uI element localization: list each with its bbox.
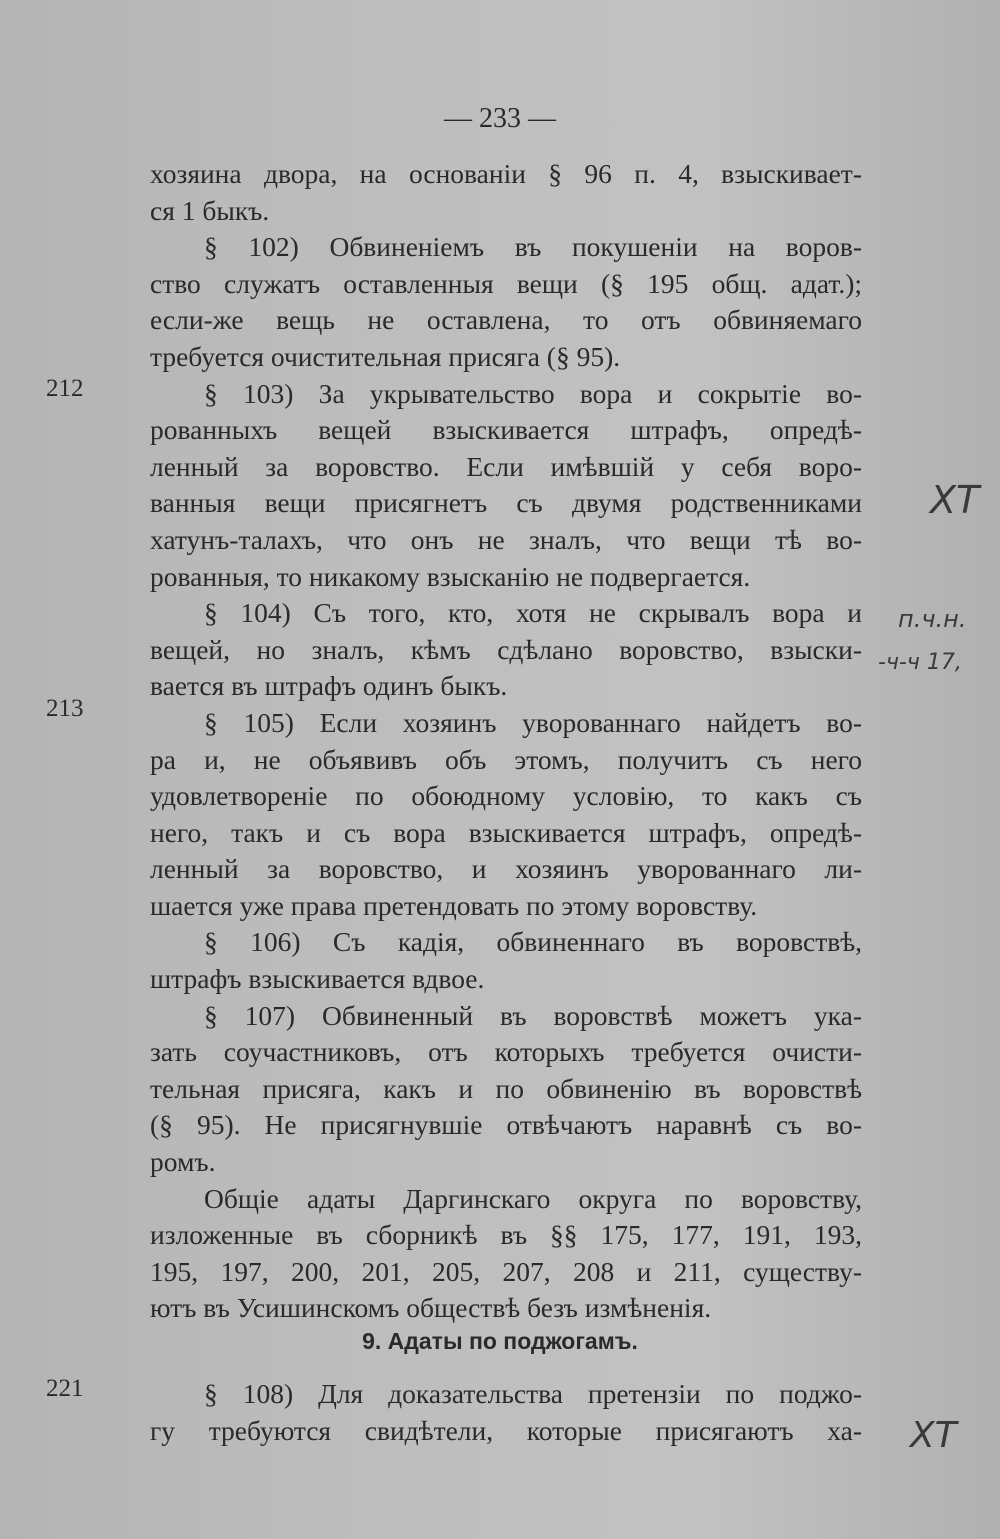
paragraph-104: § 104) Съ того, кто, хотя не скрывалъ вора и	[204, 597, 862, 629]
handwritten-annotation: -ч-ч 17,	[878, 650, 962, 675]
text-line: изложенные въ сборникѣ въ §§ 175, 177, 191, 193,	[150, 1219, 862, 1251]
section-heading: 9. Адаты по поджогамъ.	[362, 1328, 638, 1354]
paragraph-107: § 107) Обвиненный въ воровствѣ можетъ ука-	[204, 999, 862, 1031]
margin-number: 212	[46, 375, 84, 402]
text-line: шается уже права претендовать по этому воровству.	[150, 889, 758, 921]
handwritten-annotation: п.ч.н.	[898, 605, 967, 633]
text-line: ство служатъ оставленныя вещи (§ 195 общ. адат.);	[150, 267, 862, 299]
text-line: удовлетвореніе по обоюдному условію, то какъ съ	[150, 780, 862, 812]
text-line: ся 1 быкъ.	[150, 194, 270, 226]
text-line: ромъ.	[150, 1146, 216, 1178]
body-text	[150, 156, 862, 1327]
text-line: (§ 95). Не присягнувшіе отвѣчаютъ наравнѣ съ во-	[150, 1109, 862, 1141]
text-line: зать соучастниковъ, отъ которыхъ требуется очисти-	[150, 1036, 862, 1068]
text-line: ютъ въ Усишинскомъ обществѣ безъ измѣненія.	[150, 1292, 712, 1324]
text-line: ленный за воровство, и хозяинъ уворованнаго ли-	[150, 853, 862, 885]
text-line: тельная присяга, какъ и по обвиненію въ воровствѣ	[150, 1072, 862, 1104]
text-line: штрафъ взыскивается вдвое.	[150, 963, 485, 995]
handwritten-annotation: ХТ	[930, 478, 980, 522]
paragraph-108: § 108) Для доказательства претензіи по поджо-	[204, 1378, 862, 1409]
text-line: него, такъ и съ вора взыскивается штрафъ, опредѣ-	[150, 816, 862, 848]
text-line: ра и, не объявивъ объ этомъ, получитъ съ него	[150, 743, 862, 775]
paragraph-103: § 103) За укрывательство вора и сокрытіе во-	[204, 377, 862, 409]
text-line: вается въ штрафъ одинъ быкъ.	[150, 670, 508, 702]
text-line: рованныхъ вещей взыскивается штрафъ, опредѣ-	[150, 414, 862, 446]
text-line: гу требуются свидѣтели, которые присягаютъ ха-	[150, 1414, 862, 1446]
text-line: ванныя вещи присягнетъ съ двумя родственниками	[150, 487, 862, 519]
text-line: хатунъ-талахъ, что онъ не зналъ, что вещи тѣ во-	[150, 523, 862, 555]
paragraph-106: § 106) Съ кадія, обвиненнаго въ воровствѣ,	[204, 926, 862, 958]
text-line: 195, 197, 200, 201, 205, 207, 208 и 211, существу-	[150, 1255, 862, 1287]
text-line: если-же вещь не оставлена, то отъ обвиняемаго	[150, 304, 862, 336]
paragraph-general-adats: Общіе адаты Даргинскаго округа по воровству,	[204, 1182, 862, 1214]
paragraph-102: § 102) Обвиненіемъ въ покушеніи на воров-	[204, 231, 862, 263]
body-text-continued	[150, 1376, 862, 1449]
text-line: рованныя, то никакому взысканію не подвергается.	[150, 560, 751, 592]
margin-number: 213	[46, 695, 84, 722]
text-line: хозяина двора, на основаніи § 96 п. 4, взыскивает-	[150, 158, 862, 189]
text-line: требуется очистительная присяга (§ 95).	[150, 340, 621, 372]
text-line: ленный за воровство. Если имѣвшій у себя воро-	[150, 450, 862, 482]
handwritten-annotation: ХТ	[910, 1415, 957, 1456]
margin-number: 221	[46, 1375, 84, 1402]
page-number: — 233 —	[444, 103, 556, 134]
paragraph-105: § 105) Если хозяинъ уворованнаго найдетъ во-	[204, 706, 862, 738]
text-line: вещей, но зналъ, кѣмъ сдѣлано воровство, взыски-	[150, 633, 862, 665]
